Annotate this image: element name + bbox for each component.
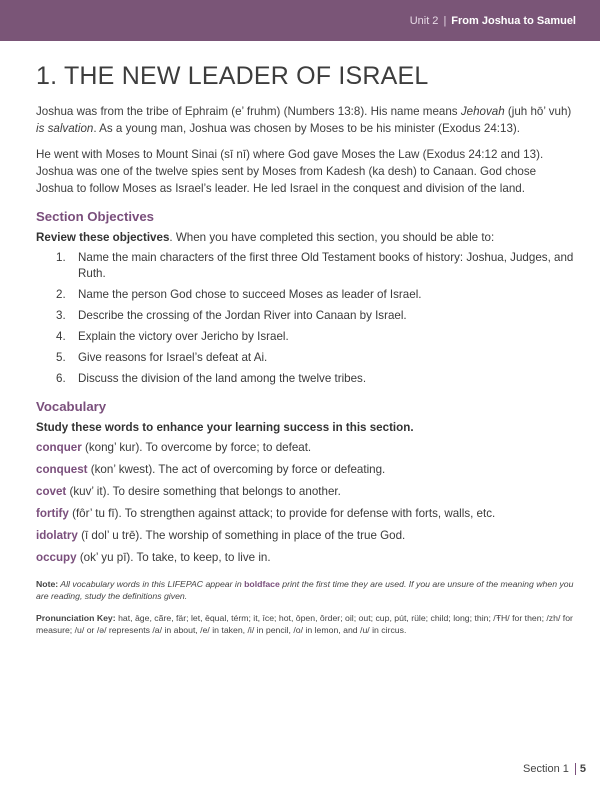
p1-text-b: (juh hō’ vuh): [504, 105, 572, 118]
vocab-entry: [36, 550, 574, 566]
objectives-intro-rest: . When you have completed this section, you should be able to:: [169, 231, 495, 244]
list-item-text: Explain the victory over Jericho by Israel.: [78, 330, 289, 343]
vocab-entry: [36, 484, 574, 500]
list-item-number: 2.: [56, 288, 66, 301]
vocab-definition: (kong’ kur). To overcome by force; to defeat.: [81, 441, 312, 454]
list-item-text: Discuss the division of the land among the twelve tribes.: [78, 372, 367, 385]
vocab-entry: [36, 506, 574, 522]
vocab-entry: [36, 528, 574, 544]
list-item-number: 1.: [56, 251, 66, 264]
vocabulary-note: [36, 578, 574, 602]
vocab-word: occupy: [36, 551, 77, 564]
vocab-entry: [36, 440, 574, 456]
list-item: [36, 287, 574, 303]
pronunciation-key: [36, 612, 574, 636]
note-text-b: print the first time they are used. If you are unsure of the meaning when you are reading, study the definitions given.: [36, 579, 574, 601]
objectives-list: [36, 250, 574, 387]
list-item: [36, 308, 574, 324]
vocabulary-list: [36, 440, 574, 566]
vocab-definition: (ok’ yu pī). To take, to keep, to live in.: [76, 551, 271, 564]
footer-divider: [575, 763, 576, 775]
vocab-word: idolatry: [36, 529, 78, 542]
vocab-word: covet: [36, 485, 67, 498]
intro-paragraph-2: He went with Moses to Mount Sinai (sī nī) where God gave Moses the Law (Exodus 24:12 and 13). Joshua was one of the twelve spies sent by Moses from Kadesh (ka desh) to Canaan. God chose Joshua to follow Moses as Israel’s leader. He led Israel in the conquest and division of the land.: [36, 148, 544, 195]
vocab-definition: (ī dol’ u trē). The worship of something in place of the true God.: [77, 529, 406, 542]
vocabulary-intro-text: Study these words to enhance your learning success in this section.: [36, 421, 414, 434]
list-item: [36, 250, 574, 282]
pronunciation-text: hat, āge, cãre, fär; let, ēqual, térm; it, īce; hot, ōpen, ôrder; oil; out; cup, pút, rüle; child; long; thin; /ŦH/ for then; /zh/ for measure; /u/ or /ə/ represents /a/ in about, /e/ in taken, /i/ in pencil, /o/ in lemon, and /u/ in circus.: [36, 613, 573, 635]
page-title: 1. THE NEW LEADER OF ISRAEL: [36, 62, 429, 90]
vocab-definition: (kuv’ it). To desire something that belongs to another.: [66, 485, 341, 498]
p1-italic-salvation: is salvation: [36, 122, 94, 135]
list-item-number: 4.: [56, 330, 66, 343]
pronunciation-label: Pronunciation Key:: [36, 613, 116, 623]
page-number: 5: [579, 763, 586, 775]
p1-italic-jehovah: Jehovah: [460, 105, 505, 118]
list-item-number: 6.: [56, 372, 66, 385]
list-item: [36, 350, 574, 366]
intro-paragraph-1: [36, 103, 574, 137]
list-item-number: 5.: [56, 351, 66, 364]
p1-text-a: Joshua was from the tribe of Ephraim (e’ fruhm) (Numbers 13:8). His name means: [36, 105, 461, 118]
footer-section-label: Section 1: [523, 763, 569, 775]
page-footer: [523, 763, 586, 775]
header-separator: |: [443, 14, 447, 27]
vocabulary-intro: [36, 419, 574, 436]
vocab-word: conquer: [36, 441, 82, 454]
note-boldface-word: boldface: [244, 579, 280, 589]
objectives-heading: Section Objectives: [36, 209, 154, 224]
list-item-text: Give reasons for Israel’s defeat at Ai.: [78, 351, 268, 364]
list-item-text: Name the person God chose to succeed Moses as leader of Israel.: [78, 288, 422, 301]
unit-label: Unit 2: [409, 14, 439, 27]
vocab-word: fortify: [36, 507, 69, 520]
vocab-definition: (fôr’ tu fī). To strengthen against attack; to provide for defense with forts, walls, etc.: [68, 507, 496, 520]
list-item-text: Name the main characters of the first three Old Testament books of history: Joshua, Judges, and Ruth.: [78, 251, 574, 280]
vocab-entry: [36, 462, 574, 478]
unit-title: From Joshua to Samuel: [451, 14, 576, 27]
list-item-number: 3.: [56, 309, 66, 322]
objectives-intro-bold: Review these objectives: [36, 231, 170, 244]
vocab-definition: (kon’ kwest). The act of overcoming by force or defeating.: [87, 463, 386, 476]
page-content: [36, 62, 574, 636]
list-item: [36, 329, 574, 345]
list-item-text: Describe the crossing of the Jordan River into Canaan by Israel.: [78, 309, 407, 322]
unit-header-bar: [0, 0, 600, 41]
objectives-intro: [36, 229, 574, 246]
note-label: Note:: [36, 579, 59, 589]
vocabulary-heading: Vocabulary: [36, 399, 107, 414]
list-item: [36, 371, 574, 387]
vocab-word: conquest: [36, 463, 88, 476]
note-text-a: All vocabulary words in this LIFEPAC appear in: [58, 579, 245, 589]
p1-text-c: . As a young man, Joshua was chosen by Moses to be his minister (Exodus 24:13).: [93, 122, 520, 135]
